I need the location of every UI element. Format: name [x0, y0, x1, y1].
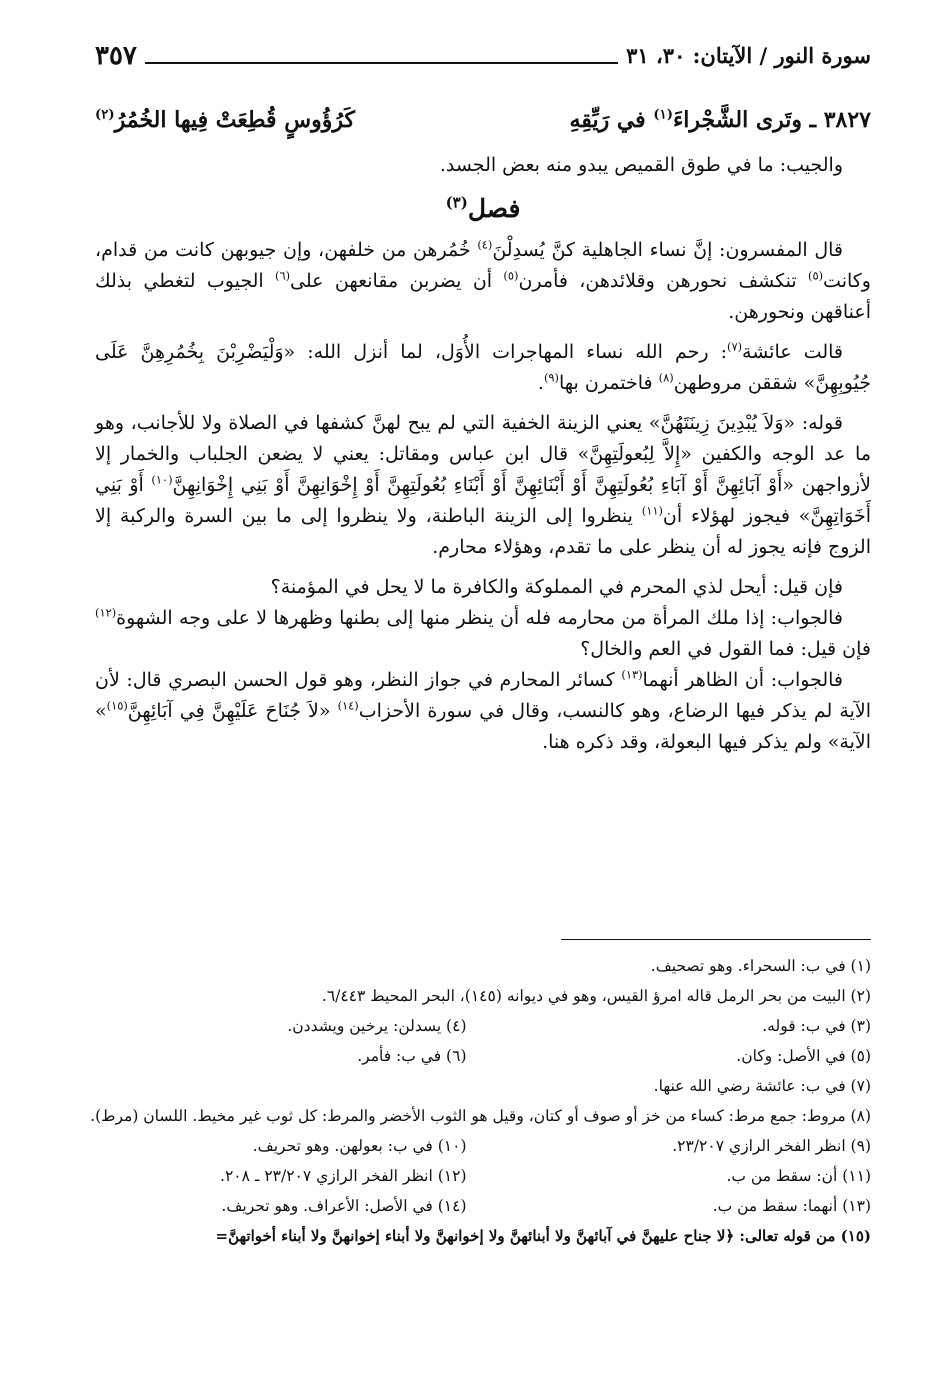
footnote-separator: [561, 939, 871, 940]
paragraph-3: قوله: «وَلاَ يُبْدِينَ زِينَتَهُنَّ» يعني الزينة الخفية التي لم يبح لهنَّ كشفها في الصلاة ولا للأجانب، وهو ما عد الوجه والكفين «إِلاَّ لِبُعولَتِهِنَّ» قال ابن عباس ومقاتل: يعني لا يضعن الجلباب والخمار إلا لأزواجهن «أَوْ آبَائِهِنَّ أَوْ آبَاءِ بُعُولَتِهِنَّ أَوْ أَبْنَائِهِنَّ أَوْ أَبْنَاءِ بُعُولَتِهِنَّ أَوْ إِخْوَانِهِنَّ أَوْ بَنِي إِخْوَانِهِنَّ$^{(١٠)}$ أَوْ بَنِي أَخَوَاتِهِنَّ» فيجوز لهؤلاء أن$^{(١١)}$ ينظروا إلى الزينة الباطنة، ولا ينظروا إلى ما بين السرة والركبة إلا الزوج فإنه يجوز له أن ينظر على ما تقدم، وهؤلاء محارم.: [95, 412, 871, 558]
section-heading: فصل$^{(٣)}$: [445, 193, 521, 223]
footnote-row: [62, 1131, 871, 1161]
footnote-ref: (٣): [445, 193, 468, 212]
footnote-10: (١٠) في ب: بعولهن. وهو تحريف.: [252, 1137, 467, 1155]
paragraph-6: فالجواب: أن الظاهر أنهما$^{(١٣)}$ كسائر المحارم في جواز النظر، وهو قول الحسن البصري قال: لأن الآية لم يذكر فيها الرضاع، وهو كالنسب، وقال في سورة الأحزاب$^{(١٤)}$ «لاَ جُنَاحَ عَلَيْهِنَّ فِي آبَائِهِنَّ$^{(١٥)}$» الآية» ولم يذكر فيها البعولة، وقد ذكره هنا.: [95, 667, 872, 753]
verse-second-hemistich: كَرُؤُوسٍ قُطِعَتْ فِيها الخُمُرُ$^{(٢)}$: [95, 107, 355, 133]
footnote-13: (١٣) أنهما: سقط من ب.: [712, 1197, 871, 1215]
footnote-ref: (١): [653, 107, 673, 123]
footnote-9: (٩) انظر الفخر الرازي ٢٣/٢٠٧.: [672, 1137, 871, 1155]
page-number: ٣٥٧: [95, 41, 137, 71]
header-rule: [145, 62, 618, 64]
footnote-ref: (٢): [95, 107, 115, 123]
footnote-row: [62, 1011, 871, 1041]
paragraph-5: فالجواب: إذا ملك المرأة من محارمه فله أن ينظر منها إلى بطنها وظهرها لا على وجه الشهوة$^{(١٢)}$ فإن قيل: فما القول في العم والخال؟: [95, 605, 871, 660]
footnote-row: [62, 1161, 871, 1191]
paragraph-2: قالت عائشة$^{(٧)}$: رحم الله نساء المهاجرات الأُوَل، لما أنزل الله: «وَلْيَضْرِبْنَ بِخُمُرِهِنَّ عَلَى جُيُوبِهِنَّ» شققن مروطهن$^{(٨)}$ فاختمرن بها$^{(٩)}$.: [95, 339, 871, 394]
footnote-8: (٨) مروط: جمع مرط: كساء من خز أو صوف أو كتان، وقيل هو الثوب الأخضر والمرط: كل ثوب غير مخيط. اللسان (مرط).: [90, 1107, 871, 1125]
footnote-14: (١٤) في الأصل: الأعراف. وهو تحريف.: [221, 1197, 467, 1215]
footnote-15: (١٥) من قوله تعالى: ﴿لا جناح عليهنَّ في آبائهنَّ ولا أبنائهنَّ ولا إخوانهنَّ ولا أبناء إخوانهنَّ ولا أبناء أخواتهنَّ=: [215, 1227, 871, 1245]
footnote-3: (٣) في ب: قوله.: [762, 1017, 871, 1035]
running-title: سورة النور / الآيتان: ٣٠، ٣١: [626, 43, 871, 68]
footnote-4: (٤) يسدلن: يرخين ويشددن.: [287, 1017, 467, 1035]
footnote-row: [62, 1191, 871, 1221]
main-text: [95, 150, 871, 758]
footnote-5: (٥) في الأصل: وكان.: [736, 1047, 871, 1065]
footnote-1: (١) في ب: السحراء. وهو تصحيف.: [650, 957, 871, 975]
footnote-7: (٧) في ب: عائشة رضي الله عنها.: [653, 1077, 871, 1095]
footnote-11: (١١) أن: سقط من ب.: [726, 1167, 871, 1185]
footnotes: [62, 951, 871, 1251]
footnote-6: (٦) في ب: فأمر.: [357, 1047, 467, 1065]
footnote-2: (٢) البيت من بحر الرمل قاله امرؤ القيس، وهو في ديوانه (١٤٥)، البحر المحيط ٦/٤٤٣.: [321, 987, 871, 1005]
intro-line: والجيب: ما في طوق القميص يبدو منه بعض الجسد.: [439, 154, 843, 176]
footnote-12: (١٢) انظر الفخر الرازي ٢٣/٢٠٧ ـ ٢٠٨.: [220, 1167, 467, 1185]
poetry-verse: [95, 98, 871, 142]
paragraph-1: قال المفسرون: إنَّ نساء الجاهلية كنَّ يُسدِلْنَ$^{(٤)}$ خُمُرهن من خلفهن، وإن جيوبهن كانت من قدام، وكانت$^{(٥)}$ تنكشف نحورهن وقلائدهن، فأمرن$^{(٥)}$ أن يضربن مقانعهن على$^{(٦)}$ الجيوب لتغطي بذلك أعناقهن ونحورهن.: [95, 237, 871, 323]
page-header: [95, 30, 871, 70]
verse-first-hemistich: ٣٨٢٧ ـ وتَرى الشَّجْراءَ$^{(١)}$ في رَيِّقِهِ: [569, 107, 871, 133]
paragraph-4: فإن قيل: أيحل لذي المحرم في المملوكة والكافرة ما لا يحل في المؤمنة؟: [270, 576, 843, 598]
footnote-row: [62, 1041, 871, 1071]
